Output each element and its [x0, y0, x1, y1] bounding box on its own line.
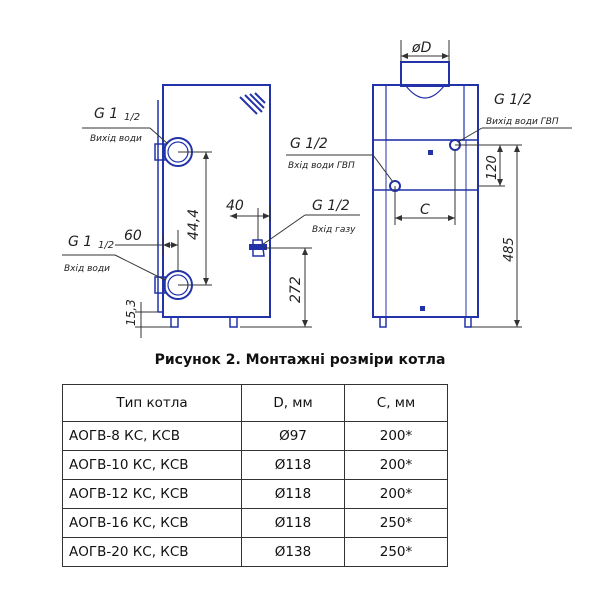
side-foot-left [171, 317, 178, 327]
cell-spacing: 200* [345, 480, 448, 509]
cell-type: АОГВ-12 КС, КСВ [63, 480, 242, 509]
front-view [286, 40, 572, 327]
cell-type: АОГВ-8 КС, КСВ [63, 422, 242, 451]
cell-spacing: 200* [345, 422, 448, 451]
cell-diameter: Ø118 [242, 509, 345, 538]
dim-bottom-offset: 15,3 [124, 299, 138, 326]
header-spacing: C, мм [345, 385, 448, 422]
table-row [63, 451, 448, 480]
boiler-specs-table [62, 384, 448, 567]
dim-gas-offset: 40 [226, 198, 244, 214]
flue-collar [401, 62, 449, 86]
header-boiler-type: Тип котла [63, 385, 242, 422]
label-gvp-in-thread: G 1/2 [290, 136, 328, 152]
label-left-top-desc: Вихід води [90, 134, 142, 144]
table-row [63, 422, 448, 451]
table-row [63, 538, 448, 567]
header-diameter: D, мм [242, 385, 345, 422]
cell-diameter: Ø118 [242, 480, 345, 509]
label-gvp-in-desc: Вхід води ГВП [288, 161, 355, 171]
table-row [63, 509, 448, 538]
side-hatch [240, 93, 265, 114]
figure-caption: Рисунок 2. Монтажні розміри котла [154, 352, 446, 368]
dim-flue-diameter: øD [412, 40, 432, 56]
cell-type: АОГВ-20 КС, КСВ [63, 538, 242, 567]
table-row [63, 480, 448, 509]
cell-spacing: 250* [345, 509, 448, 538]
dim-top-offset: 120 [485, 155, 500, 180]
cell-diameter: Ø118 [242, 451, 345, 480]
table-header-row [63, 385, 448, 422]
label-gvp-out-desc: Вихід води ГВП [486, 117, 559, 127]
label-gvp-out-thread: G 1/2 [494, 92, 532, 108]
dim-gas-height: 272 [288, 276, 304, 303]
cell-diameter: Ø138 [242, 538, 345, 567]
label-left-top-fraction: 1/2 [124, 112, 141, 123]
cell-type: АОГВ-10 КС, КСВ [63, 451, 242, 480]
cell-spacing: 250* [345, 538, 448, 567]
label-gas-thread: G 1/2 [312, 198, 350, 214]
label-gas-desc: Вхід газу [312, 225, 356, 235]
side-body [163, 85, 270, 317]
cell-type: АОГВ-16 КС, КСВ [63, 509, 242, 538]
front-body [373, 85, 478, 317]
drawing-labels [64, 40, 559, 326]
label-left-top-thread: G 1 [94, 106, 119, 122]
dim-side-offset: 60 [124, 228, 142, 244]
label-left-bottom-thread: G 1 [68, 234, 93, 250]
label-left-bottom-fraction: 1/2 [98, 240, 115, 251]
label-left-bottom-desc: Вхід води [64, 264, 110, 274]
dim-total-height: 485 [502, 237, 517, 262]
cell-spacing: 200* [345, 451, 448, 480]
dim-pipe-spacing: C [420, 202, 430, 218]
side-foot-right [230, 317, 237, 327]
cell-diameter: Ø97 [242, 422, 345, 451]
dim-side-height: 44,4 [186, 208, 202, 240]
